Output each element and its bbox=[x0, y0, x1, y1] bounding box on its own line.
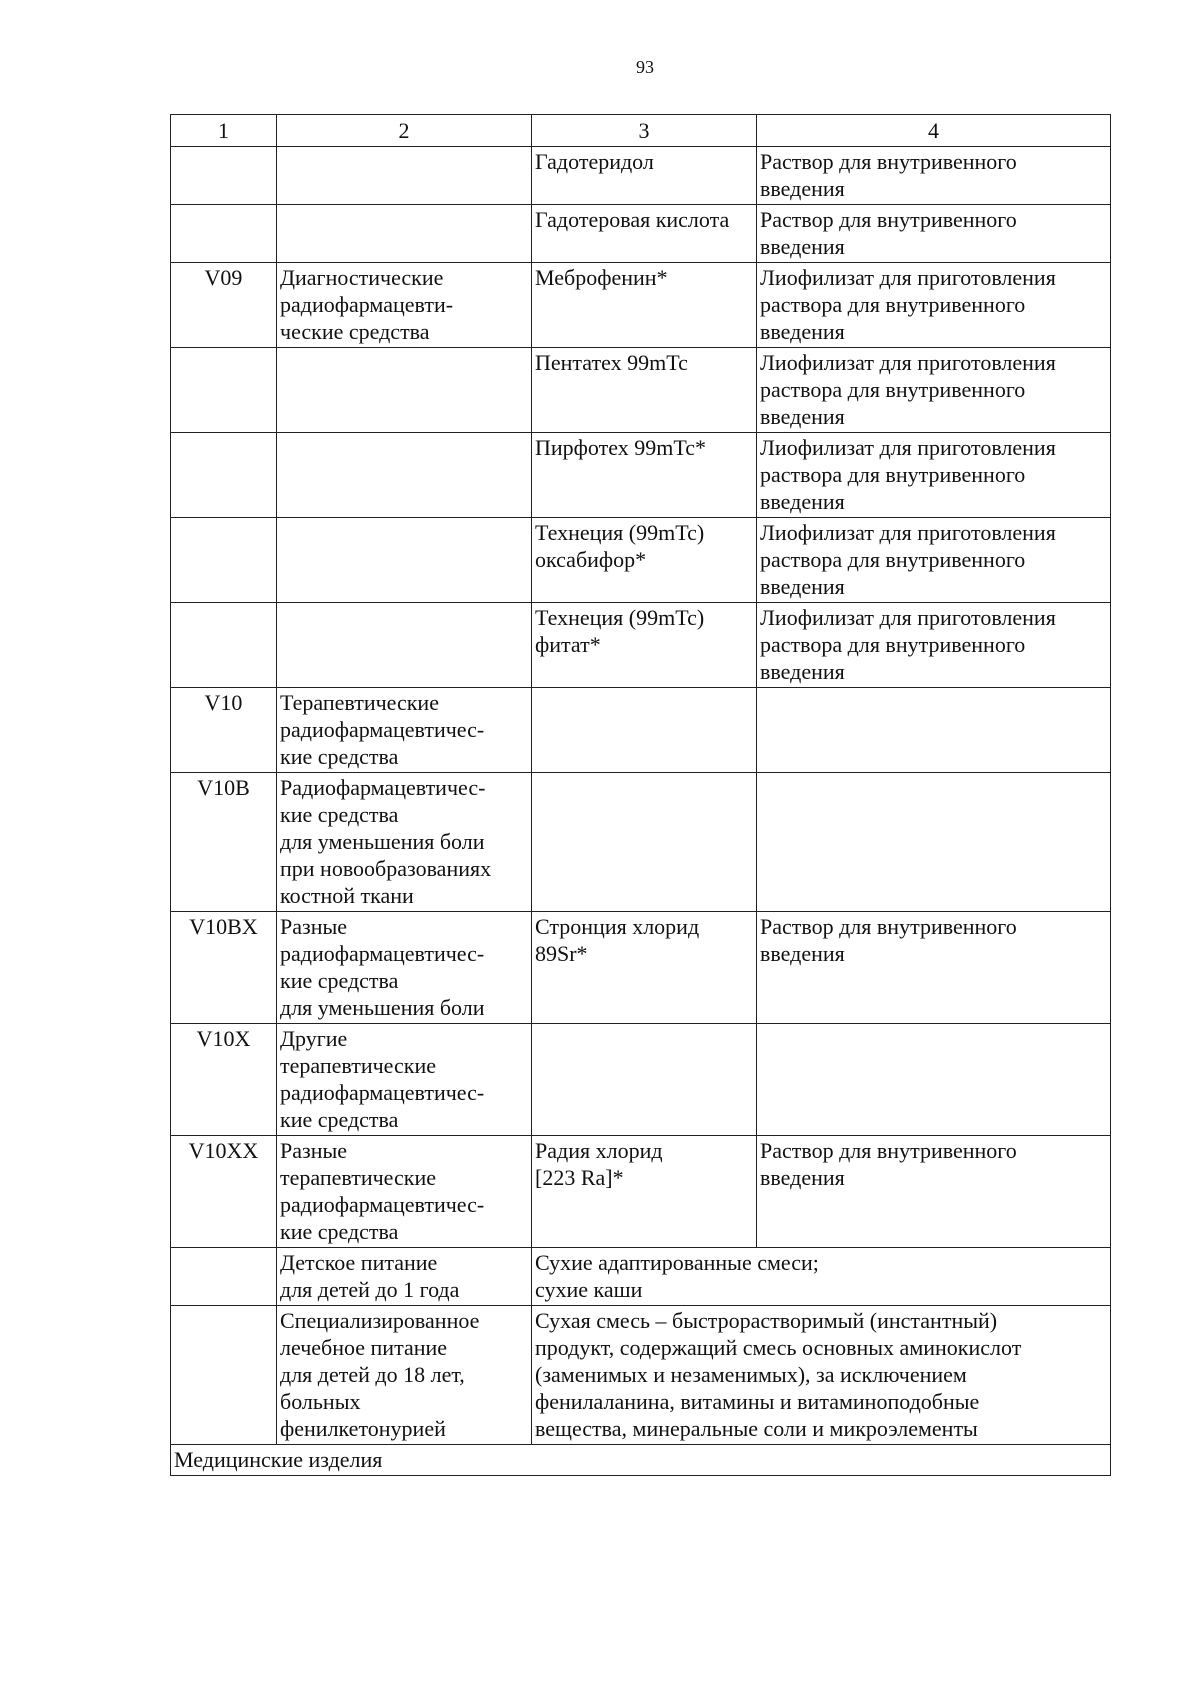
medicines-table bbox=[170, 114, 1111, 1476]
dosage-form-cell bbox=[757, 688, 1111, 773]
table-header-row bbox=[171, 115, 1111, 147]
table-row bbox=[171, 773, 1111, 912]
group-name-cell: Детское питание для детей до 1 года bbox=[277, 1248, 532, 1306]
group-name-cell bbox=[277, 147, 532, 205]
medicine-name-cell: Меброфенин* bbox=[532, 263, 757, 348]
page-number: 93 bbox=[636, 57, 654, 77]
atc-code-cell bbox=[171, 348, 277, 433]
medicine-name-cell bbox=[532, 773, 757, 912]
group-name-cell: Радиофармацевтичес- кие средства для уменьшения боли при новообразованиях костной ткани bbox=[277, 773, 532, 912]
medicine-name-cell bbox=[532, 1024, 757, 1136]
dosage-form-cell: Лиофилизат для приготовления раствора для внутривенного введения bbox=[757, 433, 1111, 518]
medicine-name-cell: Пирфотех 99mTc* bbox=[532, 433, 757, 518]
dosage-form-cell: Раствор для внутривенного введения bbox=[757, 1136, 1111, 1248]
table-row bbox=[171, 263, 1111, 348]
group-name-cell bbox=[277, 205, 532, 263]
table-row bbox=[171, 518, 1111, 603]
atc-code-cell: V10X bbox=[171, 1024, 277, 1136]
description-cell: Сухая смесь – быстрорастворимый (инстантный) продукт, содержащий смесь основных аминокислот (заменимых и незаменимых), за исключением фенилаланина, витамины и витаминоподобные вещества, минеральные соли и микроэлементы bbox=[532, 1306, 1111, 1445]
atc-code-cell bbox=[171, 1248, 277, 1306]
table-row bbox=[171, 433, 1111, 518]
dosage-form-cell: Раствор для внутривенного введения bbox=[757, 912, 1111, 1024]
medicine-name-cell: Радия хлорид [223 Ra]* bbox=[532, 1136, 757, 1248]
table-row bbox=[171, 1306, 1111, 1445]
atc-code-cell: V09 bbox=[171, 263, 277, 348]
atc-code-cell bbox=[171, 205, 277, 263]
group-name-cell bbox=[277, 348, 532, 433]
group-name-cell: Разные радиофармацевтичес- кие средства для уменьшения боли bbox=[277, 912, 532, 1024]
atc-code-cell: V10XX bbox=[171, 1136, 277, 1248]
table-row bbox=[171, 147, 1111, 205]
table-footer-row bbox=[171, 1445, 1111, 1476]
table-row bbox=[171, 348, 1111, 433]
header-cell-4: 4 bbox=[757, 115, 1111, 147]
dosage-form-cell: Раствор для внутривенного введения bbox=[757, 147, 1111, 205]
group-name-cell bbox=[277, 603, 532, 688]
header-cell-1: 1 bbox=[171, 115, 277, 147]
medicine-name-cell: Стронция хлорид 89Sr* bbox=[532, 912, 757, 1024]
section-title-cell: Медицинские изделия bbox=[171, 1445, 1111, 1476]
medicine-name-cell: Технеция (99mTc) фитат* bbox=[532, 603, 757, 688]
medicine-name-cell: Гадотеровая кислота bbox=[532, 205, 757, 263]
group-name-cell: Диагностические радиофармацевти- ческие средства bbox=[277, 263, 532, 348]
group-name-cell bbox=[277, 433, 532, 518]
description-cell: Сухие адаптированные смеси; сухие каши bbox=[532, 1248, 1111, 1306]
table-row bbox=[171, 1136, 1111, 1248]
table-row bbox=[171, 688, 1111, 773]
atc-code-cell bbox=[171, 147, 277, 205]
table-body bbox=[171, 115, 1111, 1476]
dosage-form-cell bbox=[757, 1024, 1111, 1136]
dosage-form-cell: Лиофилизат для приготовления раствора для внутривенного введения bbox=[757, 603, 1111, 688]
atc-code-cell bbox=[171, 433, 277, 518]
table-row bbox=[171, 1024, 1111, 1136]
table-row bbox=[171, 205, 1111, 263]
atc-code-cell bbox=[171, 603, 277, 688]
group-name-cell: Терапевтические радиофармацевтичес- кие средства bbox=[277, 688, 532, 773]
header-cell-2: 2 bbox=[277, 115, 532, 147]
medicine-name-cell bbox=[532, 688, 757, 773]
group-name-cell bbox=[277, 518, 532, 603]
atc-code-cell bbox=[171, 1306, 277, 1445]
group-name-cell: Разные терапевтические радиофармацевтичес- кие средства bbox=[277, 1136, 532, 1248]
group-name-cell: Специализированное лечебное питание для детей до 18 лет, больных фенилкетонурией bbox=[277, 1306, 532, 1445]
atc-code-cell bbox=[171, 518, 277, 603]
dosage-form-cell bbox=[757, 773, 1111, 912]
dosage-form-cell: Лиофилизат для приготовления раствора для внутривенного введения bbox=[757, 348, 1111, 433]
table-row bbox=[171, 1248, 1111, 1306]
table-row bbox=[171, 603, 1111, 688]
medicine-name-cell: Пентатех 99mTc bbox=[532, 348, 757, 433]
table-row bbox=[171, 912, 1111, 1024]
atc-code-cell: V10 bbox=[171, 688, 277, 773]
dosage-form-cell: Лиофилизат для приготовления раствора для внутривенного введения bbox=[757, 518, 1111, 603]
dosage-form-cell: Лиофилизат для приготовления раствора для внутривенного введения bbox=[757, 263, 1111, 348]
dosage-form-cell: Раствор для внутривенного введения bbox=[757, 205, 1111, 263]
medicine-name-cell: Технеция (99mTc) оксабифор* bbox=[532, 518, 757, 603]
header-cell-3: 3 bbox=[532, 115, 757, 147]
atc-code-cell: V10B bbox=[171, 773, 277, 912]
atc-code-cell: V10BX bbox=[171, 912, 277, 1024]
group-name-cell: Другие терапевтические радиофармацевтичес- кие средства bbox=[277, 1024, 532, 1136]
medicine-name-cell: Гадотеридол bbox=[532, 147, 757, 205]
